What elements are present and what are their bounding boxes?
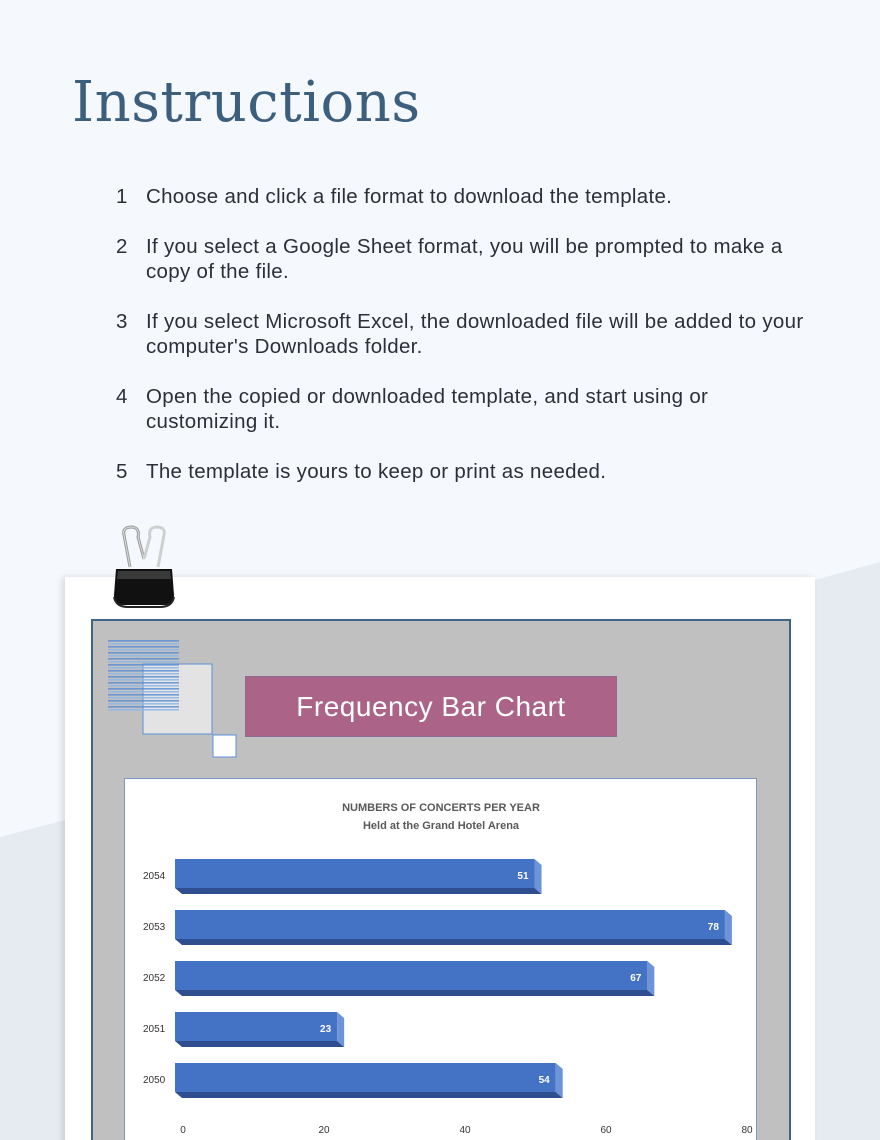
- bar-bottom-face: [175, 888, 542, 894]
- bar-bottom-face: [175, 1092, 563, 1098]
- step-number: 2: [116, 235, 128, 258]
- data-label: 78: [707, 922, 719, 933]
- step-text: If you select a Google Sheet format, you will be prompted to make a copy of the file.: [146, 235, 783, 283]
- bar-2053: [175, 910, 725, 939]
- category-label: 2053: [143, 922, 166, 933]
- category-label: 2051: [143, 1024, 166, 1035]
- category-label: 2052: [143, 973, 166, 984]
- bar-side-face: [556, 1063, 563, 1098]
- x-tick-label: 80: [741, 1125, 753, 1136]
- instruction-step: [116, 459, 816, 484]
- data-label: 23: [320, 1024, 332, 1035]
- chart-area: [124, 778, 757, 1140]
- bar-side-face: [337, 1012, 344, 1047]
- bar-side-face: [535, 859, 542, 894]
- bar-bottom-face: [175, 990, 654, 996]
- step-number: 1: [116, 185, 128, 208]
- x-tick-label: 60: [600, 1125, 612, 1136]
- instruction-step: [116, 184, 816, 209]
- x-tick-label: 20: [318, 1125, 330, 1136]
- instruction-step: [116, 234, 816, 284]
- data-label: 51: [517, 871, 529, 882]
- bar-side-face: [647, 961, 654, 996]
- step-number: 5: [116, 460, 128, 483]
- bar-side-face: [725, 910, 732, 945]
- bar-bottom-face: [175, 939, 732, 945]
- bar-2052: [175, 961, 647, 990]
- bar-2051: [175, 1012, 337, 1041]
- instruction-step: [116, 384, 816, 434]
- bar-2054: [175, 859, 535, 888]
- step-text: If you select Microsoft Excel, the downloaded file will be added to your computer's Downloads folder.: [146, 310, 804, 358]
- data-label: 67: [630, 973, 642, 984]
- step-text: Open the copied or downloaded template, and start using or customizing it.: [146, 385, 709, 433]
- step-text: The template is yours to keep or print as needed.: [146, 460, 607, 483]
- category-label: 2054: [143, 871, 166, 882]
- striped-squares-decoration: [106, 638, 241, 763]
- x-tick-label: 0: [180, 1125, 186, 1136]
- data-label: 54: [538, 1075, 550, 1086]
- page-title: Instructions: [72, 70, 421, 135]
- step-number: 3: [116, 310, 128, 333]
- step-number: 4: [116, 385, 128, 408]
- instruction-step: [116, 309, 816, 359]
- bar-chart: [125, 779, 758, 1140]
- category-label: 2050: [143, 1075, 166, 1086]
- bar-2050: [175, 1063, 556, 1092]
- chart-subtitle: Held at the Grand Hotel Arena: [362, 820, 520, 832]
- x-tick-label: 40: [459, 1125, 471, 1136]
- instruction-list: [116, 184, 816, 509]
- chart-title: NUMBERS OF CONCERTS PER YEAR: [342, 802, 540, 814]
- step-text: Choose and click a file format to download the template.: [146, 185, 673, 208]
- binder-clip-icon: [108, 525, 180, 611]
- chart-banner-title: Frequency Bar Chart: [245, 676, 617, 737]
- bar-bottom-face: [175, 1041, 344, 1047]
